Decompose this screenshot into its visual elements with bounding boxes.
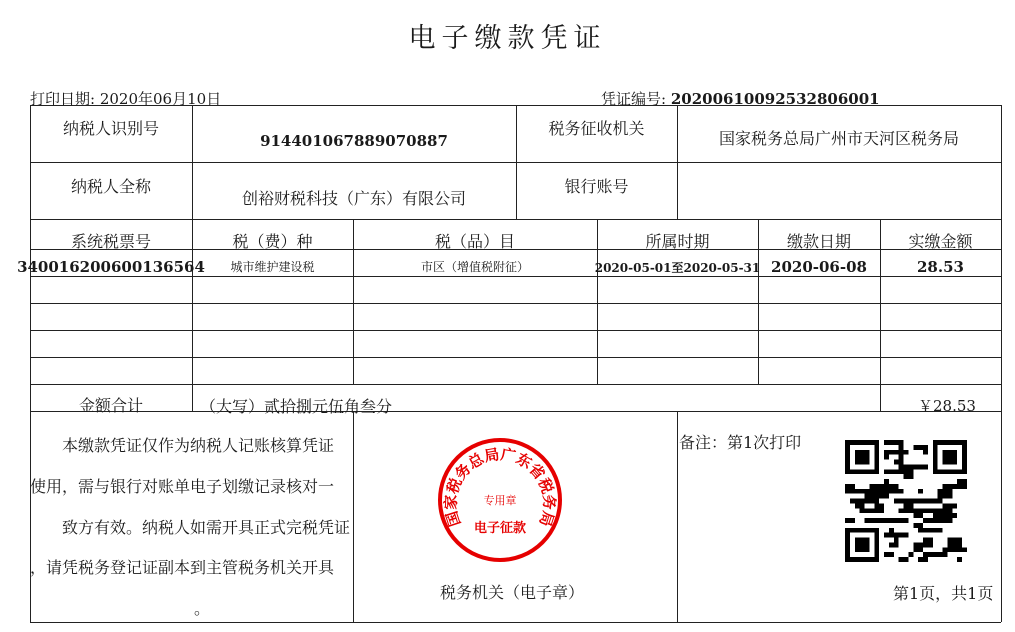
seal-ring-text: 国家税务总局广东省税务局 — [441, 445, 559, 529]
taxpayer-id: 914401067889070887 — [260, 132, 448, 150]
tax-authority-label: 税务征收机关 — [548, 118, 645, 138]
print-date-label: 打印日期: — [30, 90, 96, 108]
taxpayer-id-label: 纳税人识别号 — [62, 118, 159, 138]
svg-text:电子征款: 电子征款 — [473, 521, 527, 536]
col-header-period: 所属时期 — [645, 231, 710, 251]
remark: 备注：第1次打印 — [679, 433, 802, 452]
col-header-pay-date: 缴款日期 — [786, 231, 851, 251]
col-header-tax-item: 税（品）目 — [434, 231, 515, 251]
cell-period: 2020-05-01至2020-05-31 — [594, 260, 761, 275]
bank-account-label: 银行账号 — [564, 176, 629, 196]
cell-tax-item: 市区（增值税附征） — [420, 259, 529, 274]
qr-code-icon — [845, 440, 967, 562]
page-info: 第1页，共1页 — [893, 584, 994, 603]
col-header-ticket-no: 系统税票号 — [70, 231, 151, 251]
voucher-number-label: 凭证编号: — [601, 90, 667, 108]
voucher-note — [30, 426, 352, 630]
taxpayer-name-label: 纳税人全称 — [70, 176, 151, 196]
note-line: 使用，需与银行对账单电子划缴记录核对一 — [30, 476, 335, 496]
authority-stamp-label: 税务机关（电子章） — [440, 583, 585, 602]
page-title: 电子缴款凭证 — [408, 23, 607, 54]
taxpayer-name: 创裕财税科技（广东）有限公司 — [241, 189, 466, 208]
note-line: 本缴款凭证仅作为纳税人记账核算凭证 — [62, 436, 335, 455]
col-header-tax-type: 税（费）种 — [232, 231, 313, 251]
cell-amount: 28.53 — [917, 258, 964, 276]
svg-text:专用章: 专用章 — [483, 494, 517, 507]
cell-tax-type: 城市维护建设税 — [230, 259, 315, 274]
bank-account — [677, 162, 1001, 219]
official-seal-icon — [436, 436, 564, 564]
print-date-value: 2020年06月10日 — [99, 90, 222, 108]
col-header-amount: 实缴金额 — [908, 231, 973, 251]
total-amount: ￥28.53 — [918, 397, 976, 415]
note-line: ，请凭税务登记证副本到主管税务机关开具 — [30, 558, 335, 578]
note-line: 致方有效。纳税人如需开具正式完税凭证 — [62, 517, 351, 537]
cell-pay-date: 2020-06-08 — [771, 258, 867, 276]
note-line: 。 — [194, 599, 211, 619]
total-label: 金额合计 — [78, 395, 143, 415]
voucher-number-value: 20200610092532806001 — [670, 90, 880, 108]
total-words: （大写）贰拾捌元伍角叁分 — [200, 397, 393, 416]
cell-ticket-no: 340016200600136564 — [17, 258, 205, 276]
tax-authority: 国家税务总局广州市天河区税务局 — [718, 128, 959, 148]
